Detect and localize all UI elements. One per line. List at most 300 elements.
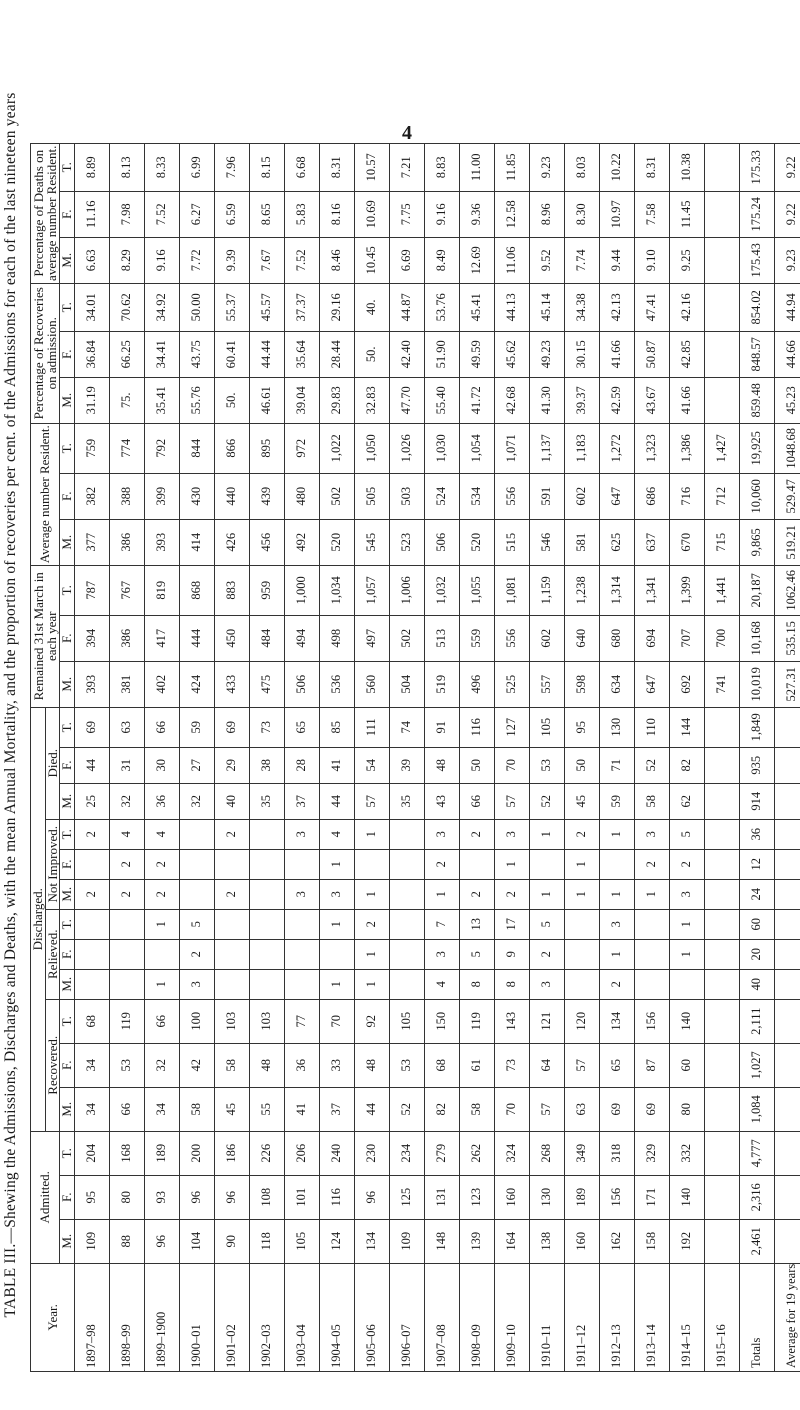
rec-t-cell: 100	[179, 999, 214, 1043]
rel-f-cell	[634, 939, 669, 969]
dth-m-cell: 8.46	[319, 237, 354, 283]
dth-t-cell: 11.85	[494, 143, 529, 191]
rem-f-cell: 694	[634, 615, 669, 661]
avg-t-cell: 759	[74, 423, 109, 473]
rel-t-cell	[214, 909, 249, 939]
died-f-cell: 48	[424, 747, 459, 783]
rec-m-cell	[704, 1087, 739, 1131]
ni-t-cell: 2	[459, 819, 494, 849]
avg-f-cell: 503	[389, 473, 424, 519]
died-m-cell: 32	[179, 783, 214, 819]
died-f-cell	[774, 747, 800, 783]
avg-m-cell: 456	[249, 519, 284, 565]
avg-t-cell: 1,030	[424, 423, 459, 473]
rec-t-cell: 77	[284, 999, 319, 1043]
adm-f-cell: 96	[179, 1175, 214, 1219]
pct-f-cell: 30.15	[564, 331, 599, 377]
pct-t-cell: 44.87	[389, 283, 424, 331]
pct-deaths-header: Percentage of Deaths on average number Resident.	[31, 143, 60, 283]
died-f-cell: 71	[599, 747, 634, 783]
died-f-cell: 54	[354, 747, 389, 783]
ni-t-cell: 1	[599, 819, 634, 849]
dth-m-cell: 9.44	[599, 237, 634, 283]
year-cell: Average for 19 years	[774, 1263, 800, 1371]
died-f-cell: 29	[214, 747, 249, 783]
pct-m-cell: 859.48	[739, 377, 774, 423]
ni-t-cell: 2	[74, 819, 109, 849]
rel-m-cell: 8	[494, 969, 529, 999]
pct-m-cell: 32.83	[354, 377, 389, 423]
dth-f-cell: 6.59	[214, 191, 249, 237]
avg-f-cell: 534	[459, 473, 494, 519]
rel-t-cell	[249, 909, 284, 939]
dth-f-cell: 7.52	[144, 191, 179, 237]
admitted-m-subheader: M.	[60, 1219, 75, 1263]
adm-f-cell: 189	[564, 1175, 599, 1219]
year-cell: 1903–04	[284, 1263, 319, 1371]
dth-f-cell: 8.30	[564, 191, 599, 237]
pct-t-cell: 40.	[354, 283, 389, 331]
dth-t-cell: 8.03	[564, 143, 599, 191]
dth-m-cell: 7.72	[179, 237, 214, 283]
adm-t-cell: 240	[319, 1131, 354, 1175]
rel-m-cell: 3	[179, 969, 214, 999]
pct-f-cell: 44.66	[774, 331, 800, 377]
dth-m-cell: 9.25	[669, 237, 704, 283]
rem-t-cell: 1,055	[459, 565, 494, 615]
pct-f-cell: 50.	[354, 331, 389, 377]
rem-f-cell: 602	[529, 615, 564, 661]
ni-f-cell	[704, 849, 739, 879]
avg-m-cell: 581	[564, 519, 599, 565]
avg-t-cell: 1,272	[599, 423, 634, 473]
adm-t-cell: 268	[529, 1131, 564, 1175]
rem-t-cell: 1,399	[669, 565, 704, 615]
rel-m-cell	[704, 969, 739, 999]
rec-m-cell: 58	[459, 1087, 494, 1131]
rec-m-cell: 58	[179, 1087, 214, 1131]
pct-f-cell: 41.66	[599, 331, 634, 377]
pct-t-cell: 45.41	[459, 283, 494, 331]
died-m-cell: 43	[424, 783, 459, 819]
rec-m-cell: 70	[494, 1087, 529, 1131]
dth-m-cell: 10.45	[354, 237, 389, 283]
pct-f-cell: 43.75	[179, 331, 214, 377]
rem-f-cell: 640	[564, 615, 599, 661]
recovered-t-subheader: T.	[60, 999, 75, 1043]
avg-m-cell: 625	[599, 519, 634, 565]
ni-t-cell: 3	[634, 819, 669, 849]
rem-f-cell: 700	[704, 615, 739, 661]
dth-m-cell: 9.23	[774, 237, 800, 283]
adm-t-cell: 324	[494, 1131, 529, 1175]
pct-m-cell: 39.04	[284, 377, 319, 423]
dth-t-cell: 6.99	[179, 143, 214, 191]
rem-t-cell: 1,032	[424, 565, 459, 615]
avg-resident-t-subheader: T.	[60, 423, 75, 473]
recovered-m-subheader: M.	[60, 1087, 75, 1131]
ni-m-cell: 2	[214, 879, 249, 909]
rel-t-cell	[774, 909, 800, 939]
avg-m-cell: 545	[354, 519, 389, 565]
dth-m-cell: 8.29	[109, 237, 144, 283]
pct-f-cell: 848.57	[739, 331, 774, 377]
rem-m-cell: 527.31	[774, 661, 800, 707]
pct-m-cell: 50.	[214, 377, 249, 423]
rec-f-cell: 36	[284, 1043, 319, 1087]
year-cell: 1902–03	[249, 1263, 284, 1371]
rel-f-cell	[74, 939, 109, 969]
dth-f-cell: 9.22	[774, 191, 800, 237]
adm-t-cell: 262	[459, 1131, 494, 1175]
rel-m-cell: 1	[144, 969, 179, 999]
ni-m-cell: 1	[424, 879, 459, 909]
ni-m-cell	[249, 879, 284, 909]
rel-t-cell: 7	[424, 909, 459, 939]
died-f-cell: 41	[319, 747, 354, 783]
dth-f-cell: 5.83	[284, 191, 319, 237]
avg-m-cell: 9,865	[739, 519, 774, 565]
ni-t-cell	[179, 819, 214, 849]
rel-t-cell	[109, 909, 144, 939]
dth-t-cell: 8.83	[424, 143, 459, 191]
ni-m-cell: 3	[284, 879, 319, 909]
year-cell: 1912–13	[599, 1263, 634, 1371]
adm-f-cell: 156	[599, 1175, 634, 1219]
not-improved-f-subheader: F.	[60, 849, 75, 879]
admitted-header: Admitted.	[31, 1131, 60, 1263]
ni-m-cell: 3	[319, 879, 354, 909]
ni-t-cell	[389, 819, 424, 849]
rem-f-cell: 535.15	[774, 615, 800, 661]
died-m-cell	[774, 783, 800, 819]
dth-m-cell: 7.52	[284, 237, 319, 283]
avg-t-cell: 1048.68	[774, 423, 800, 473]
rem-t-cell: 20,187	[739, 565, 774, 615]
dth-t-cell: 10.38	[669, 143, 704, 191]
avg-t-cell: 866	[214, 423, 249, 473]
avg-m-cell: 515	[494, 519, 529, 565]
pct-m-cell: 41.72	[459, 377, 494, 423]
died-t-cell: 105	[529, 707, 564, 747]
table-row	[354, 143, 389, 1371]
dth-m-cell: 8.49	[424, 237, 459, 283]
relieved-m-subheader: M.	[60, 969, 75, 999]
rem-m-cell: 381	[109, 661, 144, 707]
rem-m-cell: 557	[529, 661, 564, 707]
avg-m-cell: 670	[669, 519, 704, 565]
rec-m-cell: 34	[74, 1087, 109, 1131]
rec-m-cell: 82	[424, 1087, 459, 1131]
table-row	[424, 143, 459, 1371]
rec-t-cell	[774, 999, 800, 1043]
avg-f-cell: 716	[669, 473, 704, 519]
avg-t-cell: 1,071	[494, 423, 529, 473]
rem-m-cell: 424	[179, 661, 214, 707]
adm-t-cell: 206	[284, 1131, 319, 1175]
rem-m-cell: 525	[494, 661, 529, 707]
table-row	[669, 143, 704, 1371]
pct-f-cell: 28.44	[319, 331, 354, 377]
ni-f-cell: 1	[319, 849, 354, 879]
ni-m-cell: 2	[109, 879, 144, 909]
pct-t-cell: 42.13	[599, 283, 634, 331]
dth-m-cell: 6.63	[74, 237, 109, 283]
rel-m-cell: 1	[319, 969, 354, 999]
ni-f-cell: 2	[634, 849, 669, 879]
ni-f-cell	[214, 849, 249, 879]
avg-f-cell: 382	[74, 473, 109, 519]
avg-m-cell: 492	[284, 519, 319, 565]
rel-t-cell: 60	[739, 909, 774, 939]
rel-f-cell	[704, 939, 739, 969]
adm-f-cell: 2,316	[739, 1175, 774, 1219]
rel-m-cell	[214, 969, 249, 999]
dth-f-cell: 10.97	[599, 191, 634, 237]
adm-f-cell: 101	[284, 1175, 319, 1219]
rem-m-cell: 475	[249, 661, 284, 707]
ni-f-cell: 2	[109, 849, 144, 879]
rel-t-cell	[389, 909, 424, 939]
year-cell: 1906–07	[389, 1263, 424, 1371]
rem-m-cell: 10,019	[739, 661, 774, 707]
pct-f-cell: 34.41	[144, 331, 179, 377]
rem-f-cell: 497	[354, 615, 389, 661]
died-m-cell: 40	[214, 783, 249, 819]
rec-f-cell: 1,027	[739, 1043, 774, 1087]
rec-f-cell: 32	[144, 1043, 179, 1087]
ni-t-cell: 3	[424, 819, 459, 849]
ni-m-cell: 2	[494, 879, 529, 909]
adm-t-cell: 226	[249, 1131, 284, 1175]
avg-m-cell: 377	[74, 519, 109, 565]
rec-f-cell: 53	[109, 1043, 144, 1087]
rec-m-cell: 63	[564, 1087, 599, 1131]
died-m-cell: 59	[599, 783, 634, 819]
rel-t-cell: 1	[144, 909, 179, 939]
ni-f-cell: 2	[669, 849, 704, 879]
adm-m-cell: 105	[284, 1219, 319, 1263]
admitted-t-subheader: T.	[60, 1131, 75, 1175]
adm-t-cell: 4,777	[739, 1131, 774, 1175]
pct-f-cell: 42.40	[389, 331, 424, 377]
pct-f-cell: 49.23	[529, 331, 564, 377]
died-f-cell: 70	[494, 747, 529, 783]
died-t-cell: 1,849	[739, 707, 774, 747]
ni-t-cell: 1	[354, 819, 389, 849]
adm-m-cell: 160	[564, 1219, 599, 1263]
adm-f-cell: 160	[494, 1175, 529, 1219]
rem-t-cell: 1,000	[284, 565, 319, 615]
rem-f-cell: 680	[599, 615, 634, 661]
rel-t-cell	[284, 909, 319, 939]
rec-t-cell: 105	[389, 999, 424, 1043]
adm-m-cell	[704, 1219, 739, 1263]
dth-f-cell: 8.65	[249, 191, 284, 237]
table-row	[459, 143, 494, 1371]
rem-f-cell: 444	[179, 615, 214, 661]
adm-f-cell: 93	[144, 1175, 179, 1219]
rec-m-cell: 57	[529, 1087, 564, 1131]
year-cell: 1904–05	[319, 1263, 354, 1371]
rem-t-cell: 819	[144, 565, 179, 615]
ni-m-cell: 2	[144, 879, 179, 909]
died-m-cell: 35	[389, 783, 424, 819]
rec-t-cell: 92	[354, 999, 389, 1043]
dth-f-cell: 9.36	[459, 191, 494, 237]
died-f-cell: 50	[564, 747, 599, 783]
pct-t-cell: 34.92	[144, 283, 179, 331]
not-improved-m-subheader: M.	[60, 879, 75, 909]
rem-f-cell: 10,168	[739, 615, 774, 661]
avg-f-cell: 388	[109, 473, 144, 519]
admitted-f-subheader: F.	[60, 1175, 75, 1219]
rem-t-cell: 868	[179, 565, 214, 615]
adm-m-cell: 96	[144, 1219, 179, 1263]
table-row	[599, 143, 634, 1371]
table-row	[529, 143, 564, 1371]
rem-t-cell: 767	[109, 565, 144, 615]
adm-f-cell	[704, 1175, 739, 1219]
pct-m-cell: 42.59	[599, 377, 634, 423]
avg-f-cell: 647	[599, 473, 634, 519]
rel-t-cell: 5	[179, 909, 214, 939]
dth-m-cell: 11.06	[494, 237, 529, 283]
rel-f-cell: 2	[529, 939, 564, 969]
rem-t-cell: 1,081	[494, 565, 529, 615]
avg-m-cell: 523	[389, 519, 424, 565]
dth-t-cell	[704, 143, 739, 191]
rec-t-cell: 140	[669, 999, 704, 1043]
rec-m-cell: 34	[144, 1087, 179, 1131]
rec-f-cell: 42	[179, 1043, 214, 1087]
table-row	[179, 143, 214, 1371]
rel-f-cell	[249, 939, 284, 969]
table-row	[284, 143, 319, 1371]
rec-t-cell: 103	[249, 999, 284, 1043]
year-cell: 1915–16	[704, 1263, 739, 1371]
dth-t-cell: 10.57	[354, 143, 389, 191]
ni-t-cell: 2	[564, 819, 599, 849]
avg-f-cell: 591	[529, 473, 564, 519]
adm-m-cell: 192	[669, 1219, 704, 1263]
pct-t-cell: 44.13	[494, 283, 529, 331]
avg-t-cell: 1,026	[389, 423, 424, 473]
died-f-cell: 39	[389, 747, 424, 783]
avg-f-cell: 602	[564, 473, 599, 519]
year-cell: 1901–02	[214, 1263, 249, 1371]
dth-t-cell: 8.15	[249, 143, 284, 191]
dth-t-cell: 10.22	[599, 143, 634, 191]
pct-m-cell: 41.66	[669, 377, 704, 423]
rel-f-cell	[109, 939, 144, 969]
adm-m-cell: 118	[249, 1219, 284, 1263]
pct-f-cell: 49.59	[459, 331, 494, 377]
ni-m-cell: 2	[459, 879, 494, 909]
died-t-subheader: T.	[60, 707, 75, 747]
table-row	[634, 143, 669, 1371]
pct-m-cell: 75.	[109, 377, 144, 423]
died-m-cell	[704, 783, 739, 819]
pct-m-cell: 41.30	[529, 377, 564, 423]
pct-t-cell: 50.00	[179, 283, 214, 331]
pct-t-cell: 29.16	[319, 283, 354, 331]
dth-m-cell	[704, 237, 739, 283]
avg-f-cell: 430	[179, 473, 214, 519]
rec-f-cell: 60	[669, 1043, 704, 1087]
rem-m-cell: 741	[704, 661, 739, 707]
adm-t-cell: 186	[214, 1131, 249, 1175]
rel-m-cell: 8	[459, 969, 494, 999]
died-m-cell: 66	[459, 783, 494, 819]
avg-t-cell: 792	[144, 423, 179, 473]
ni-t-cell	[704, 819, 739, 849]
rel-t-cell: 5	[529, 909, 564, 939]
dth-t-cell: 175.33	[739, 143, 774, 191]
avg-f-cell: 524	[424, 473, 459, 519]
avg-t-cell: 1,183	[564, 423, 599, 473]
adm-t-cell: 189	[144, 1131, 179, 1175]
rec-f-cell: 68	[424, 1043, 459, 1087]
rem-f-cell: 386	[109, 615, 144, 661]
adm-f-cell: 116	[319, 1175, 354, 1219]
table-row	[74, 143, 109, 1371]
pct-f-cell: 42.85	[669, 331, 704, 377]
year-cell: 1914–15	[669, 1263, 704, 1371]
remained-t-subheader: T.	[60, 565, 75, 615]
avg-t-cell: 1,022	[319, 423, 354, 473]
year-cell: 1913–14	[634, 1263, 669, 1371]
recovered-header: Recovered.	[45, 999, 60, 1131]
pct-t-cell: 45.57	[249, 283, 284, 331]
adm-t-cell: 234	[389, 1131, 424, 1175]
year-header: Year.	[31, 1263, 75, 1371]
rel-m-cell: 1	[354, 969, 389, 999]
pct-m-cell: 46.61	[249, 377, 284, 423]
ni-f-cell	[284, 849, 319, 879]
adm-f-cell: 96	[214, 1175, 249, 1219]
avg-t-cell: 774	[109, 423, 144, 473]
pct-m-cell	[704, 377, 739, 423]
dth-t-cell: 6.68	[284, 143, 319, 191]
pct-recoveries-header: Percentage of Recoveries on admission.	[31, 283, 60, 423]
rem-t-cell: 787	[74, 565, 109, 615]
avg-m-cell: 393	[144, 519, 179, 565]
dth-f-cell: 8.16	[319, 191, 354, 237]
pct-f-cell: 60.41	[214, 331, 249, 377]
pct-deaths-t-subheader: T.	[60, 143, 75, 191]
rel-t-cell	[704, 909, 739, 939]
pct-f-cell: 51.90	[424, 331, 459, 377]
avg-f-cell: 10,060	[739, 473, 774, 519]
rec-m-cell: 1,084	[739, 1087, 774, 1131]
rel-f-cell	[564, 939, 599, 969]
died-f-cell: 27	[179, 747, 214, 783]
rec-f-cell: 64	[529, 1043, 564, 1087]
died-m-cell: 44	[319, 783, 354, 819]
rel-t-cell: 13	[459, 909, 494, 939]
died-t-cell: 63	[109, 707, 144, 747]
rec-m-cell: 80	[669, 1087, 704, 1131]
rec-f-cell: 57	[564, 1043, 599, 1087]
sex-subheader-row	[60, 143, 75, 1371]
adm-f-cell: 140	[669, 1175, 704, 1219]
ni-f-cell: 2	[144, 849, 179, 879]
rem-t-cell: 1,057	[354, 565, 389, 615]
rec-t-cell	[704, 999, 739, 1043]
ni-t-cell: 3	[494, 819, 529, 849]
rem-m-cell: 647	[634, 661, 669, 707]
